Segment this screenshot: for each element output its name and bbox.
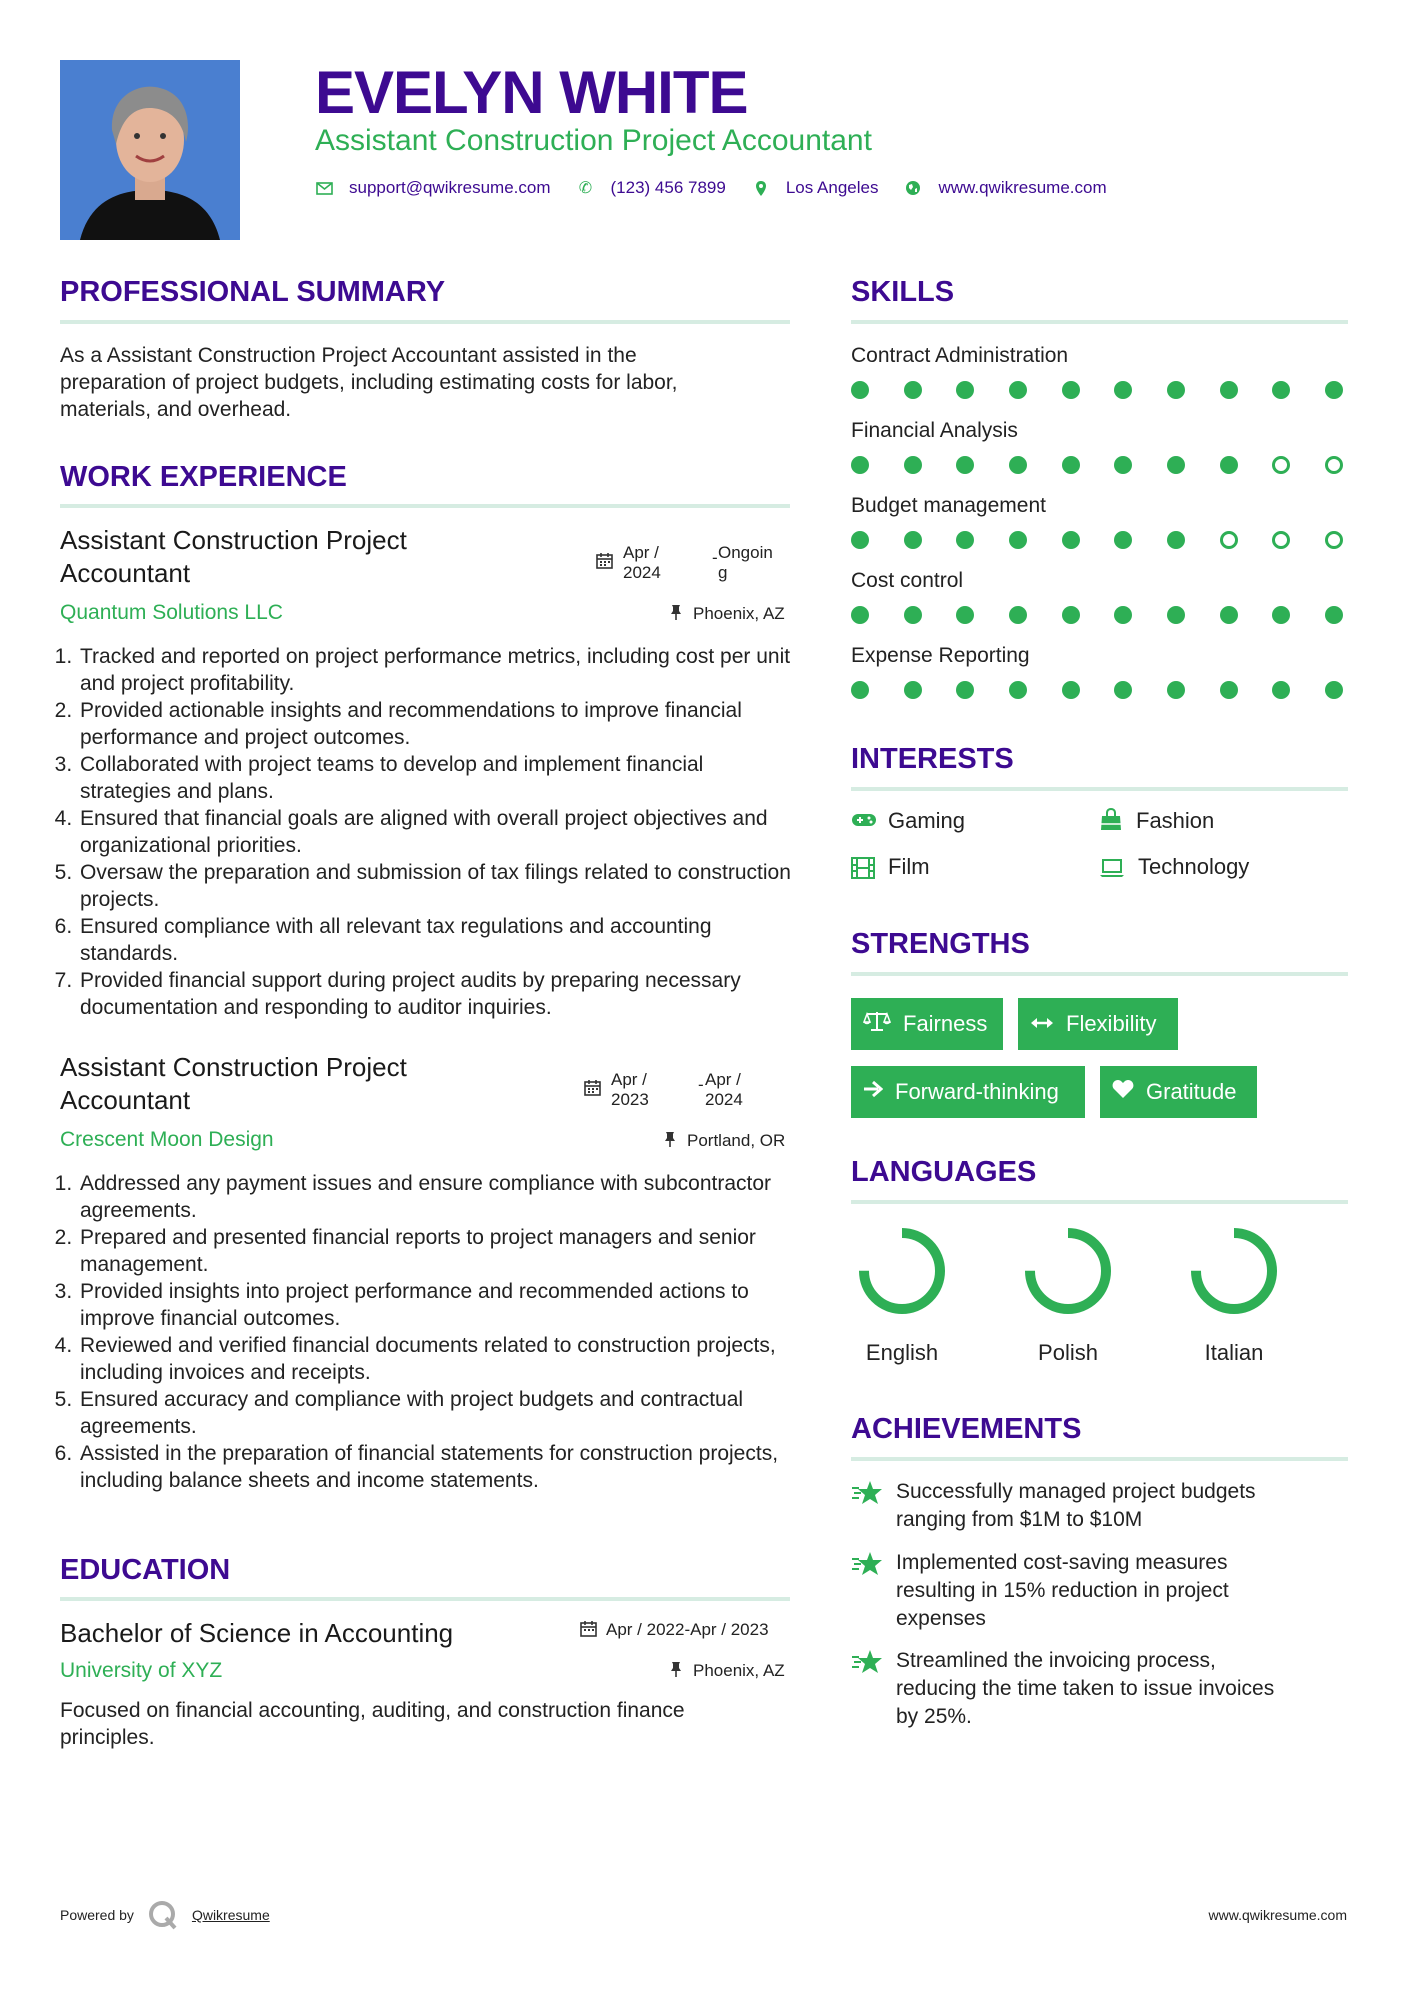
rating-dot-filled (1009, 531, 1027, 549)
rating-dot-filled (904, 606, 922, 624)
education-dates: Apr / 2022-Apr / 2023 (606, 1620, 769, 1639)
section-divider (60, 320, 790, 324)
job-end-date: Apr / 2024 (705, 1070, 743, 1109)
job-location: Portland, OR (687, 1131, 786, 1150)
footer-powered (60, 1900, 270, 1930)
job-start-date: Apr / 2023 (611, 1070, 649, 1109)
summary-text: As a Assistant Construction Project Accountant assisted in the preparation of project budgets, including estimating costs for labor, materials, and overhead. (60, 344, 678, 421)
candidate-name: EVELYN WHITE (315, 59, 748, 126)
shopping-bag-icon (1099, 807, 1123, 837)
rating-dot-empty (1272, 456, 1290, 474)
rating-dot-filled (956, 606, 974, 624)
rating-dot-filled (851, 681, 869, 699)
list-item: 1. Tracked and reported on project performance metrics, including cost per unit and project profitability. (78, 643, 795, 697)
rating-dot-filled (1220, 606, 1238, 624)
job-start-date: Apr / 2024 (623, 543, 661, 582)
globe-icon (904, 180, 922, 196)
rating-dot-filled (1114, 381, 1132, 399)
rating-dot-filled (1009, 381, 1027, 399)
rating-dot-filled (1167, 531, 1185, 549)
rating-dot-filled (851, 381, 869, 399)
calendar-icon (584, 1079, 601, 1101)
rating-dot-filled (904, 681, 922, 699)
list-item: 3. Provided insights into project performance and recommended actions to improve financial outcomes. (78, 1278, 795, 1332)
rating-dot-filled (851, 531, 869, 549)
section-divider (851, 787, 1348, 791)
date-separator: - (712, 548, 718, 567)
rating-dot-filled (1167, 606, 1185, 624)
rating-dot-filled (1220, 456, 1238, 474)
pushpin-icon (664, 1131, 676, 1153)
section-title-education: EDUCATION (60, 1554, 231, 1586)
section-divider (60, 1597, 790, 1601)
arrow-right-icon (863, 1080, 883, 1104)
list-item: 2. Prepared and presented financial reports to project managers and senior management. (78, 1224, 795, 1278)
envelope-icon (315, 182, 333, 195)
heart-icon (1112, 1079, 1134, 1105)
job-title: Assistant Construction Project Accountant (60, 525, 407, 588)
rating-dot-empty (1325, 531, 1343, 549)
rating-dot-filled (1167, 681, 1185, 699)
rating-dot-filled (1167, 456, 1185, 474)
rating-dot-filled (1272, 606, 1290, 624)
rating-dot-empty (1272, 531, 1290, 549)
section-title-summary: PROFESSIONAL SUMMARY (60, 276, 446, 308)
candidate-title: Assistant Construction Project Accountant (315, 124, 872, 157)
rating-dot-filled (1009, 681, 1027, 699)
qwikresume-logo-icon (148, 1900, 178, 1930)
skill-name: Budget management (851, 494, 1046, 517)
rating-dot-filled (956, 381, 974, 399)
rating-dot-filled (1062, 381, 1080, 399)
powered-by-text: Powered by (60, 1907, 134, 1923)
education-location: Phoenix, AZ (693, 1661, 785, 1680)
section-divider (851, 1457, 1348, 1461)
section-divider (851, 972, 1348, 976)
list-item: 2. Provided actionable insights and recommendations to improve financial performance and project outcomes. (78, 697, 795, 751)
section-divider (851, 320, 1348, 324)
rating-dot-filled (904, 456, 922, 474)
section-title-achievements: ACHIEVEMENTS (851, 1413, 1082, 1445)
film-icon (851, 857, 875, 885)
interest-label: Fashion (1136, 808, 1215, 833)
rating-dot-filled (1325, 606, 1343, 624)
rating-dot-empty (1325, 456, 1343, 474)
contact-phone[interactable]: (123) 456 7899 (610, 178, 726, 197)
rating-dot-filled (956, 531, 974, 549)
contact-email[interactable]: support@qwikresume.com (349, 178, 551, 197)
skill-name: Financial Analysis (851, 419, 1018, 442)
rating-dot-filled (1062, 456, 1080, 474)
strength-tag: Fairness (851, 998, 1003, 1050)
rating-dot-filled (1167, 381, 1185, 399)
phone-icon: ✆ (578, 180, 593, 197)
section-title-skills: SKILLS (851, 276, 955, 308)
section-divider (60, 504, 790, 508)
star-icon (851, 1480, 883, 1513)
pushpin-icon (670, 1661, 682, 1683)
rating-dot-filled (1009, 456, 1027, 474)
achievement-text: Successfully managed project budgets ranging from $1M to $10M (896, 1480, 1256, 1531)
rating-dot-filled (1272, 381, 1290, 399)
arrows-horizontal-icon (1030, 1013, 1054, 1036)
rating-dot-filled (1114, 606, 1132, 624)
rating-dot-filled (1114, 681, 1132, 699)
interest-label: Technology (1138, 854, 1250, 879)
interest-label: Film (888, 854, 930, 879)
list-item: 4. Ensured that financial goals are aligned with overall project objectives and organizational priorities. (78, 805, 795, 859)
contact-website[interactable]: www.qwikresume.com (938, 178, 1107, 197)
skill-name: Cost control (851, 569, 964, 592)
skill-rating (851, 381, 1343, 399)
date-separator: - (698, 1075, 704, 1094)
rating-dot-filled (1220, 681, 1238, 699)
language-level-ring (1023, 1226, 1113, 1316)
qwikresume-link[interactable]: Qwikresume (191, 1907, 270, 1923)
rating-dot-filled (956, 456, 974, 474)
language-level-ring (857, 1226, 947, 1316)
rating-dot-filled (1062, 681, 1080, 699)
map-pin-icon (752, 180, 770, 197)
profile-photo (60, 60, 240, 240)
contact-bar (315, 178, 1133, 198)
rating-dot-filled (1325, 381, 1343, 399)
list-item: 7. Provided financial support during project audits by preparing necessary documentation and responding to auditor inquiries. (78, 967, 795, 1021)
job-location: Phoenix, AZ (693, 604, 785, 623)
calendar-icon (596, 552, 613, 574)
achievement-text: Streamlined the invoicing process, reducing the time taken to issue invoices by 25%. (896, 1649, 1275, 1728)
rating-dot-filled (904, 531, 922, 549)
section-title-languages: LANGUAGES (851, 1156, 1037, 1188)
list-item: 3. Collaborated with project teams to develop and implement financial strategies and plans. (78, 751, 795, 805)
skill-name: Contract Administration (851, 344, 1069, 367)
skill-rating (851, 531, 1343, 549)
achievement-text: Implemented cost-saving measures resulting in 15% reduction in project expenses (896, 1551, 1229, 1630)
list-item: 5. Ensured accuracy and compliance with project budgets and contractual agreements. (78, 1386, 795, 1440)
rating-dot-filled (851, 456, 869, 474)
rating-dot-empty (1220, 531, 1238, 549)
company-name: Crescent Moon Design (60, 1128, 274, 1151)
skill-rating (851, 606, 1343, 624)
language-label: Polish (1038, 1340, 1098, 1365)
company-name: Quantum Solutions LLC (60, 601, 283, 624)
job-responsibilities (60, 643, 795, 1021)
rating-dot-filled (1325, 681, 1343, 699)
contact-location: Los Angeles (785, 178, 879, 197)
laptop-icon (1099, 858, 1125, 884)
job-title: Assistant Construction Project Accountant (60, 1052, 407, 1115)
section-title-experience: WORK EXPERIENCE (60, 461, 347, 493)
rating-dot-filled (1062, 606, 1080, 624)
strength-tag: Flexibility (1018, 998, 1178, 1050)
skill-name: Expense Reporting (851, 644, 1030, 667)
language-label: English (865, 1340, 939, 1365)
calendar-icon (580, 1620, 597, 1642)
list-item: 5. Oversaw the preparation and submission of tax filings related to construction projects. (78, 859, 795, 913)
star-icon (851, 1649, 883, 1682)
strength-tag: Gratitude (1100, 1066, 1257, 1118)
list-item: 4. Reviewed and verified financial documents related to construction projects, including invoices and receipts. (78, 1332, 795, 1386)
rating-dot-filled (1062, 531, 1080, 549)
list-item: 6. Ensured compliance with all relevant tax regulations and accounting standards. (78, 913, 795, 967)
section-title-interests: INTERESTS (851, 743, 1014, 775)
pushpin-icon (670, 604, 682, 626)
rating-dot-filled (1114, 456, 1132, 474)
skill-rating (851, 456, 1343, 474)
rating-dot-filled (851, 606, 869, 624)
section-title-strengths: STRENGTHS (851, 928, 1030, 960)
list-item: 6. Assisted in the preparation of financial statements for construction projects, including balance sheets and income statements. (78, 1440, 795, 1494)
rating-dot-filled (1220, 381, 1238, 399)
rating-dot-filled (1272, 681, 1290, 699)
education-description: Focused on financial accounting, auditing, and construction finance principles. (60, 1699, 685, 1749)
footer-url[interactable]: www.qwikresume.com (1208, 1907, 1347, 1923)
degree-title: Bachelor of Science in Accounting (60, 1618, 454, 1648)
balance-scale-icon (863, 1010, 891, 1038)
language-level-ring (1189, 1226, 1279, 1316)
list-item: 1. Addressed any payment issues and ensure compliance with subcontractor agreements. (78, 1170, 795, 1224)
rating-dot-filled (1009, 606, 1027, 624)
job-responsibilities (60, 1170, 795, 1494)
language-label: Italian (1204, 1340, 1264, 1365)
rating-dot-filled (956, 681, 974, 699)
rating-dot-filled (1114, 531, 1132, 549)
section-divider (851, 1200, 1348, 1204)
job-end-date: Ongoin g (718, 543, 773, 582)
skill-rating (851, 681, 1343, 699)
strength-tag: Forward-thinking (851, 1066, 1085, 1118)
interest-label: Gaming (888, 808, 966, 833)
school-name: University of XYZ (60, 1659, 223, 1682)
gamepad-icon (851, 811, 877, 835)
star-icon (851, 1551, 883, 1584)
rating-dot-filled (904, 381, 922, 399)
